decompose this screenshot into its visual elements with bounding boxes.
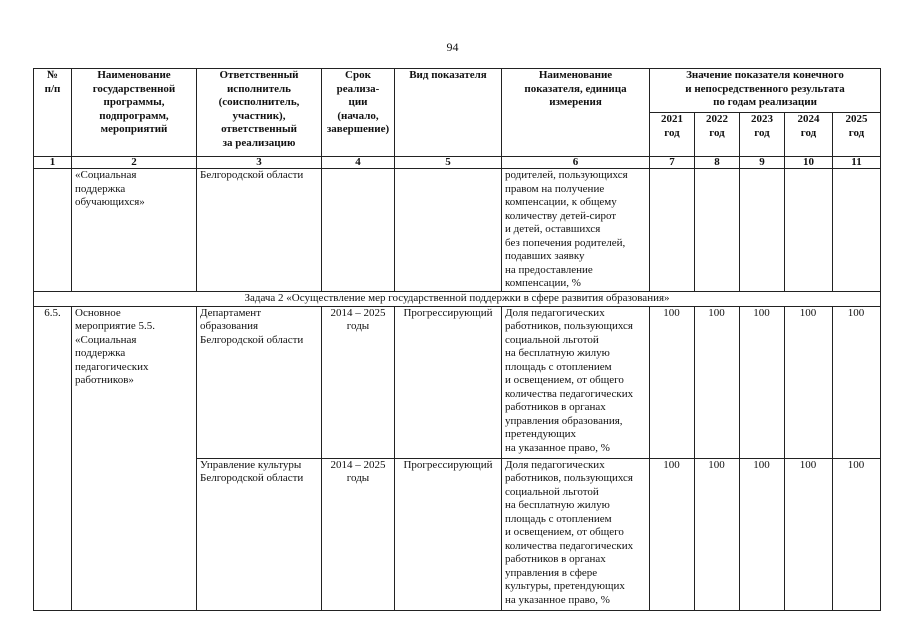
- column-numbers-row: [34, 157, 881, 169]
- column-number: 2: [72, 157, 197, 169]
- header-year-2025: 2025 год: [833, 113, 881, 157]
- header-executor: Ответственный исполнитель (соисполнитель, участник), ответственный за реализацию: [197, 69, 322, 157]
- column-number: 9: [740, 157, 785, 169]
- column-number: 5: [395, 157, 502, 169]
- column-number: 7: [650, 157, 695, 169]
- cont-type: [395, 169, 502, 292]
- value-2024: 100: [785, 306, 833, 458]
- header-year-2022: 2022 год: [695, 113, 740, 157]
- page-number: 94: [446, 40, 459, 54]
- cont-term: [322, 169, 395, 292]
- continuation-row: [34, 169, 881, 292]
- row-6-5-a: [34, 306, 881, 458]
- header-values: Значение показателя конечного и непосредственного результата по годам реализации: [650, 69, 881, 113]
- value-2023: 100: [740, 306, 785, 458]
- header-type: Вид показателя: [395, 69, 502, 157]
- value-2022: 100: [695, 306, 740, 458]
- indicator-type: Прогрессирующий: [395, 306, 502, 458]
- task-row: [34, 292, 881, 307]
- header-row: [34, 69, 881, 113]
- header-indicator: Наименование показателя, единица измерения: [502, 69, 650, 157]
- term: 2014 – 2025 годы: [322, 458, 395, 610]
- value-2024: 100: [785, 458, 833, 610]
- header-num: № п/п: [34, 69, 72, 157]
- column-number: 8: [695, 157, 740, 169]
- cont-indicator: родителей, пользующихся правом на получение компенсации, к общему количеству детей-сирот и детей, оставшихся без попечения родителей, подавших заявку на предоставление компенсации, %: [502, 169, 650, 292]
- header-year-2023: 2023 год: [740, 113, 785, 157]
- term: 2014 – 2025 годы: [322, 306, 395, 458]
- cont-num: [34, 169, 72, 292]
- column-number: 10: [785, 157, 833, 169]
- task-title: Задача 2 «Осуществление мер государственной поддержки в сфере развития образования»: [34, 292, 881, 307]
- row-program: Основное мероприятие 5.5. «Социальная поддержка педагогических работников»: [72, 306, 197, 610]
- indicator-type: Прогрессирующий: [395, 458, 502, 610]
- indicator-name: Доля педагогических работников, пользующихся социальной льготой на бесплатную жилую площадь с отоплением и освещением, от общего количества педагогических работников в органах управления в сфере культуры, претендующих на указанное право, %: [502, 458, 650, 610]
- row-number: 6.5.: [34, 306, 72, 610]
- value-2022: 100: [695, 458, 740, 610]
- value-2021: 100: [650, 306, 695, 458]
- indicators-table: [33, 68, 881, 611]
- header-year-2021: 2021 год: [650, 113, 695, 157]
- column-number: 1: [34, 157, 72, 169]
- column-number: 6: [502, 157, 650, 169]
- cont-program: «Социальная поддержка обучающихся»: [72, 169, 197, 292]
- header-program: Наименование государственной программы, подпрограмм, мероприятий: [72, 69, 197, 157]
- indicator-name: Доля педагогических работников, пользующихся социальной льготой на бесплатную жилую площадь с отоплением и освещением, от общего количества педагогических работников в органах управления образования, претендующих на указанное право, %: [502, 306, 650, 458]
- executor-culture: Управление культуры Белгородской области: [197, 458, 322, 610]
- header-year-2024: 2024 год: [785, 113, 833, 157]
- value-2025: 100: [833, 458, 881, 610]
- column-number: 3: [197, 157, 322, 169]
- value-2023: 100: [740, 458, 785, 610]
- column-number: 4: [322, 157, 395, 169]
- executor-education: Департамент образования Белгородской области: [197, 306, 322, 458]
- column-number: 11: [833, 157, 881, 169]
- value-2025: 100: [833, 306, 881, 458]
- value-2021: 100: [650, 458, 695, 610]
- header-term: Срок реализа- ции (начало, завершение): [322, 69, 395, 157]
- cont-executor: Белгородской области: [197, 169, 322, 292]
